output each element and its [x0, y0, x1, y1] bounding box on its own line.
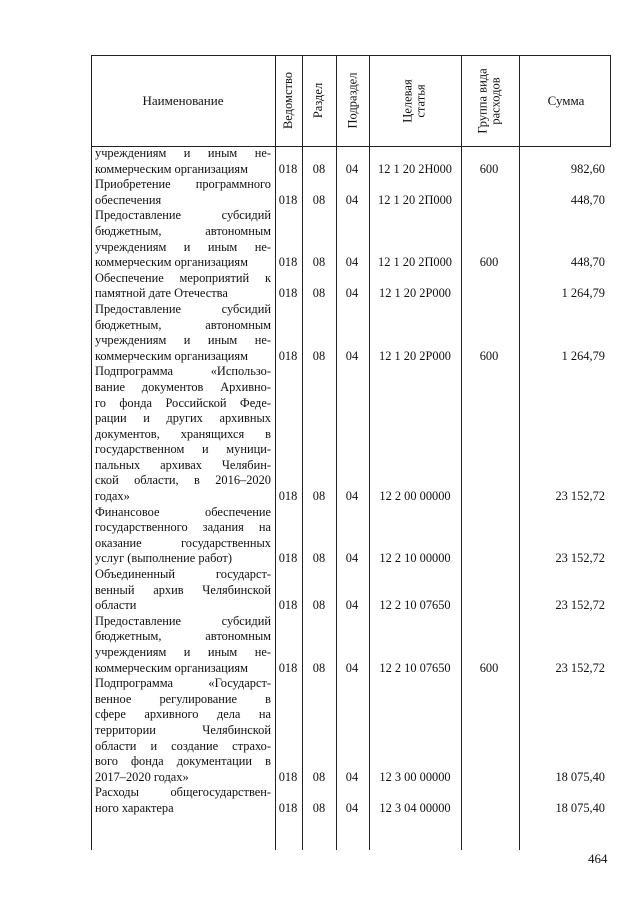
row-name-line: учреждениям и иным не- — [95, 146, 271, 160]
table-row — [91, 614, 611, 676]
row-name-line: 2017–2020 годах» — [95, 769, 189, 784]
row-summa: 1 264,79 — [561, 348, 605, 363]
row-name-line: вого фонда документации в — [95, 754, 271, 769]
row-celevaya: 12 3 00 00000 — [379, 769, 451, 784]
page-number: 464 — [588, 851, 608, 866]
row-summa: 23 152,72 — [555, 489, 605, 504]
row-podrazdel: 04 — [345, 192, 359, 207]
row-razdel: 08 — [312, 598, 326, 613]
row-name-line: коммерческим организациям — [95, 660, 248, 675]
row-name — [91, 567, 271, 614]
row-name — [91, 364, 271, 504]
row-podrazdel: 04 — [345, 348, 359, 363]
header-vedomstvo — [275, 55, 302, 146]
row-name-line: Приобретение программного — [95, 177, 271, 192]
row-vedomstvo: 018 — [278, 660, 298, 675]
row-podrazdel: 04 — [345, 800, 359, 815]
row-name-line: государственном и муници- — [95, 442, 271, 457]
row-vedomstvo: 018 — [278, 598, 298, 613]
row-name — [91, 271, 271, 302]
row-name-line: области — [95, 598, 137, 613]
header-name: Наименование — [142, 92, 224, 108]
row-vedomstvo: 018 — [278, 161, 298, 176]
row-gruppa: 600 — [479, 348, 499, 363]
row-name-line: ного характера — [95, 800, 174, 815]
row-celevaya: 12 1 20 2Р000 — [379, 286, 451, 301]
row-name-line: обеспечения — [95, 192, 162, 207]
row-razdel: 08 — [312, 255, 326, 270]
row-celevaya: 12 3 04 00000 — [379, 800, 451, 815]
row-vedomstvo: 018 — [278, 551, 298, 566]
row-gruppa — [463, 801, 515, 817]
row-name-line: ской области, в 2016–2020 — [95, 473, 271, 488]
row-summa: 18 075,40 — [555, 769, 605, 784]
row-razdel: 08 — [312, 551, 326, 566]
header-gruppa — [461, 55, 519, 146]
row-vedomstvo: 018 — [278, 769, 298, 784]
row-name-line: услуг (выполнение работ) — [95, 551, 232, 566]
row-name-line: Финансовое обеспечение — [95, 504, 271, 519]
header-celevaya — [369, 55, 461, 146]
row-name — [91, 505, 271, 567]
table-row — [91, 567, 611, 614]
row-name-line: бюджетным, автономным — [95, 223, 271, 238]
row-name-line: Подпрограмма «Государст- — [95, 676, 271, 691]
row-name-line: Объединенный государст- — [95, 567, 271, 582]
row-podrazdel: 04 — [345, 286, 359, 301]
row-name-line: Расходы общегосударствен- — [95, 785, 271, 800]
row-celevaya: 12 2 10 07650 — [379, 598, 451, 613]
row-vedomstvo: 018 — [278, 489, 298, 504]
row-summa: 23 152,72 — [555, 551, 605, 566]
header-summa: Сумма — [547, 92, 585, 108]
row-name-line: документов, хранящихся в — [95, 426, 271, 441]
header-podrazdel — [336, 55, 369, 146]
table-row — [91, 208, 611, 270]
row-razdel: 08 — [312, 192, 326, 207]
row-podrazdel: 04 — [345, 255, 359, 270]
header-celevaya-label: Целевая статья — [401, 78, 428, 123]
row-name — [91, 146, 271, 177]
row-name-line: учреждениям и иным не- — [95, 333, 271, 348]
row-gruppa — [463, 489, 515, 505]
row-name-line: бюджетным, автономным — [95, 317, 271, 332]
row-summa: 448,70 — [570, 192, 605, 207]
row-podrazdel: 04 — [345, 551, 359, 566]
row-gruppa: 600 — [479, 161, 499, 176]
table-row — [91, 146, 611, 177]
row-name-line: коммерческим организациям — [95, 161, 248, 176]
table-row — [91, 505, 611, 567]
row-podrazdel: 04 — [345, 161, 359, 176]
row-vedomstvo: 018 — [278, 800, 298, 815]
table-row — [91, 785, 611, 816]
row-summa: 1 264,79 — [561, 286, 605, 301]
row-podrazdel: 04 — [345, 769, 359, 784]
row-name-line: сфере архивного дела на — [95, 707, 271, 722]
row-celevaya: 12 2 00 00000 — [379, 489, 451, 504]
row-name — [91, 614, 271, 676]
row-summa: 18 075,40 — [555, 800, 605, 815]
row-celevaya: 12 1 20 2П000 — [378, 255, 452, 270]
row-gruppa — [463, 598, 515, 614]
row-gruppa — [463, 551, 515, 567]
row-celevaya: 12 1 20 2П000 — [378, 192, 452, 207]
row-name-line: пальных архивах Челябин- — [95, 457, 271, 472]
row-name — [91, 177, 271, 208]
row-summa: 23 152,72 — [555, 598, 605, 613]
row-celevaya: 12 1 20 2Н000 — [378, 161, 452, 176]
header-gruppa-label: Группа вида расходов — [476, 67, 504, 134]
row-summa: 448,70 — [570, 255, 605, 270]
row-summa: 982,60 — [570, 161, 605, 176]
table-row — [91, 271, 611, 302]
row-razdel: 08 — [312, 660, 326, 675]
row-name-line: Обеспечение мероприятий к — [95, 270, 271, 285]
row-name — [91, 208, 271, 270]
row-name-line: бюджетным, автономным — [95, 629, 271, 644]
row-name-line: рации и других архивных — [95, 411, 271, 426]
table-row — [91, 302, 611, 364]
header-vedomstvo-label: Ведомство — [281, 71, 295, 130]
row-podrazdel: 04 — [345, 660, 359, 675]
budget-table — [91, 55, 611, 850]
row-name-line: области и создание страхо- — [95, 738, 271, 753]
row-name-line: вание документов Архивно- — [95, 379, 271, 394]
row-name — [91, 785, 271, 816]
row-razdel: 08 — [312, 286, 326, 301]
row-celevaya: 12 1 20 2Р000 — [379, 348, 451, 363]
table-row — [91, 364, 611, 504]
row-name-line: Предоставление субсидий — [95, 301, 271, 316]
row-celevaya: 12 2 10 07650 — [379, 660, 451, 675]
row-name-line: учреждениям и иным не- — [95, 239, 271, 254]
row-name-line: венный архив Челябинской — [95, 582, 271, 597]
header-razdel-label: Раздел — [311, 82, 326, 119]
row-name-line: учреждениям и иным не- — [95, 645, 271, 659]
row-name-line: Предоставление субсидий — [95, 613, 271, 628]
row-vedomstvo: 018 — [278, 348, 298, 363]
row-summa: 23 152,72 — [555, 660, 605, 675]
row-razdel: 08 — [312, 161, 326, 176]
row-name-line: годах» — [95, 489, 130, 504]
row-gruppa: 600 — [479, 660, 499, 675]
row-podrazdel: 04 — [345, 598, 359, 613]
row-name-line: коммерческим организациям — [95, 348, 248, 363]
row-name-line: Предоставление субсидий — [95, 208, 271, 223]
row-razdel: 08 — [312, 348, 326, 363]
table-row — [91, 177, 611, 208]
row-vedomstvo: 018 — [278, 286, 298, 301]
row-celevaya: 12 2 10 00000 — [379, 551, 451, 566]
row-name-line: территории Челябинской — [95, 722, 271, 737]
row-name-line: коммерческим организациям — [95, 255, 248, 270]
row-name-line: государственного задания на — [95, 520, 271, 535]
header-razdel — [302, 55, 336, 146]
row-name-line: памятной дате Отечества — [95, 286, 228, 301]
row-name-line: Подпрограмма «Использо- — [95, 364, 271, 379]
row-podrazdel: 04 — [345, 489, 359, 504]
row-name — [91, 676, 271, 785]
row-gruppa: 600 — [479, 255, 499, 270]
row-gruppa — [463, 770, 515, 786]
table-row — [91, 676, 611, 785]
row-name-line: го фонда Российской Феде- — [95, 395, 271, 410]
row-vedomstvo: 018 — [278, 192, 298, 207]
row-name — [91, 302, 271, 364]
row-gruppa — [463, 286, 515, 302]
row-vedomstvo: 018 — [278, 255, 298, 270]
row-razdel: 08 — [312, 800, 326, 815]
row-razdel: 08 — [312, 489, 326, 504]
row-gruppa — [463, 193, 515, 209]
header-podrazdel-label: Подраздел — [345, 72, 359, 129]
row-name-line: венное регулирование в — [95, 691, 271, 706]
table-body — [91, 146, 611, 817]
row-razdel: 08 — [312, 769, 326, 784]
row-name-line: оказание государственных — [95, 535, 271, 550]
